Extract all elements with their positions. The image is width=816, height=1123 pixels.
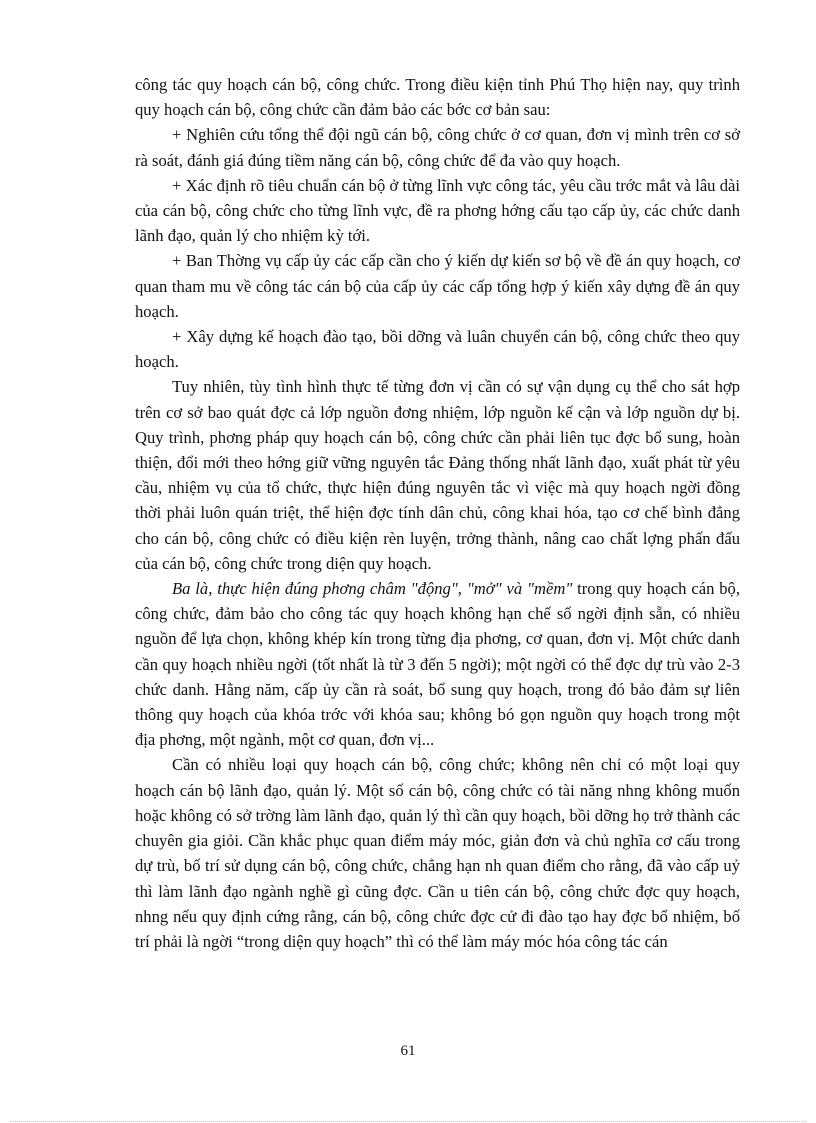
paragraph-6: Tuy nhiên, tùy tình hình thực tế từng đơn vị cần có sự vận dụng cụ thể cho sát hợp trên cơ sở bao quát đợc cả lớp nguồn đơng nhiệm, lớp nguồn kế cận và lớp nguồn dự bị. Quy trình, phơng pháp quy hoạch cán bộ, công chức cần phải liên tục đợc bổ sung, hoàn thiện, đổi mới theo hớng giữ vững nguyên tắc Đảng thống nhất lãnh đạo, xuất phát từ yêu cầu, nhiệm vụ của tổ chức, thực hiện đúng nguyên tắc vì việc mà quy hoạch ngời đồng thời phải luôn quán triệt, thể hiện đợc tính dân chủ, công khai hóa, tạo cơ chế bình đẳng cho cán bộ, công chức có điều kiện rèn luyện, trởng thành, nâng cao chất lợng phấn đấu của cán bộ, công chức trong diện quy hoạch. (135, 377, 740, 573)
paragraph-7-body: trong quy hoạch cán bộ, công chức, đảm bảo cho công tác quy hoạch không hạn chế số ngời định sẵn, có nhiều nguồn để lựa chọn, không khép kín trong từng địa phơng, cơ quan, đơn vị. Một chức danh cần quy hoạch nhiều ngời (tốt nhất là từ 3 đến 5 ngời); một ngời có thể đợc dự trù vào 2-3 chức danh. Hằng năm, cấp ủy cần rà soát, bổ sung quy hoạch, trong đó bảo đảm sự liên thông quy hoạch của khóa trớc với khóa sau; không bó gọn nguồn quy hoạch trong một địa phơng, một ngành, một cơ quan, đơn vị... (135, 579, 740, 750)
paragraph-8: Cần có nhiều loại quy hoạch cán bộ, công chức; không nên chỉ có một loại quy hoạch cán bộ lãnh đạo, quản lý. Một số cán bộ, công chức có tài năng nhng không muốn hoặc không có sở trờng làm lãnh đạo, quản lý thì cần quy hoạch, bồi dỡng họ trở thành các chuyên gia giỏi. Cần khắc phục quan điểm máy móc, giản đơn và chủ nghĩa cơ cấu trong dự trù, bố trí sử dụng cán bộ, công chức, chẳng hạn nh quan điểm cho rằng, đã vào cấp uỷ thì làm lãnh đạo ngành nghề gì cũng đợc. Cần u tiên cán bộ, công chức đợc quy hoạch, nhng nếu quy định cứng rằng, cán bộ, công chức đợc cử đi đào tạo hay đợc bổ nhiệm, bố trí phải là ngời “trong diện quy hoạch” thì có thể làm máy móc hóa công tác cán (135, 755, 740, 951)
paragraph-3: + Xác định rõ tiêu chuẩn cán bộ ở từng lĩnh vực công tác, yêu cầu trớc mắt và lâu dài của cán bộ, công chức cho từng lĩnh vực, đề ra phơng hớng cấu tạo cấp ủy, các chức danh lãnh đạo, quản lý cho nhiệm kỳ tới. (135, 175, 740, 246)
paragraph-5: + Xây dựng kế hoạch đào tạo, bồi dỡng và luân chuyển cán bộ, công chức theo quy hoạch. (135, 327, 740, 372)
paragraph-7-italic-lead: Ba là, thực hiện đúng phơng châm "động", "mở" và "mềm" (172, 579, 573, 599)
paragraph-1: công tác quy hoạch cán bộ, công chức. Trong điều kiện tỉnh Phú Thọ hiện nay, quy trình quy hoạch cán bộ, công chức cần đảm bảo các bớc cơ bản sau: (135, 75, 740, 120)
document-body (135, 72, 740, 954)
paragraph-7 (135, 576, 740, 752)
page-number: 61 (400, 1043, 416, 1059)
page-bottom-divider (10, 1121, 806, 1122)
paragraph-2: + Nghiên cứu tổng thể đội ngũ cán bộ, công chức ở cơ quan, đơn vị mình trên cơ sở rà soát, đánh giá đúng tiềm năng cán bộ, công chức để đa vào quy hoạch. (135, 125, 740, 170)
paragraph-4: + Ban Thờng vụ cấp ủy các cấp cần cho ý kiến dự kiến sơ bộ về đề án quy hoạch, cơ quan tham mu về công tác cán bộ của cấp ủy các cấp tổng hợp ý kiến xây dựng đề án quy hoạch. (135, 251, 740, 321)
